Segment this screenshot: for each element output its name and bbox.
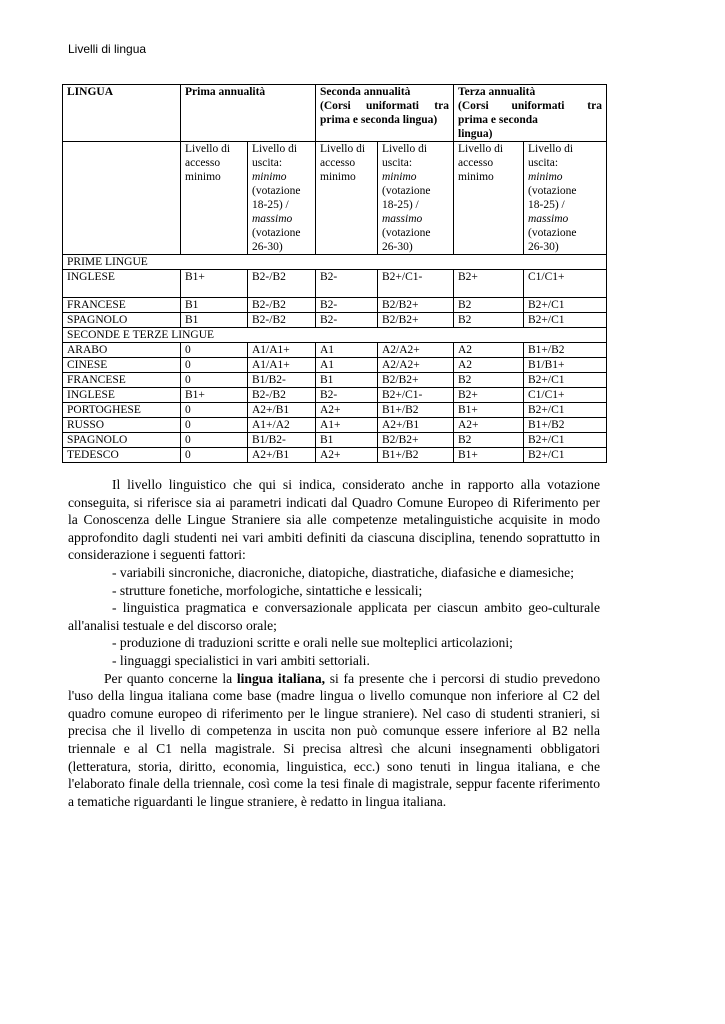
table-row: [63, 418, 607, 433]
table-row: [63, 270, 607, 298]
col-header-terza: [454, 85, 607, 142]
table-row: [63, 403, 607, 418]
language-cell: SPAGNOLO: [63, 433, 181, 448]
language-cell: INGLESE: [63, 270, 181, 298]
language-cell: SPAGNOLO: [63, 313, 181, 328]
level-cell: A2/A2+: [378, 358, 454, 373]
table-row: [63, 358, 607, 373]
level-cell: B2: [454, 298, 524, 313]
level-cell: A1+: [316, 418, 378, 433]
subheader-empty-cell: [63, 142, 181, 255]
language-cell: PORTOGHESE: [63, 403, 181, 418]
level-cell: A2/A2+: [378, 343, 454, 358]
list-item: - variabili sincroniche, diacroniche, diatopiche, diastratiche, diafasiche e diamesiche;: [112, 564, 574, 580]
level-cell: B2-/B2: [248, 313, 316, 328]
col-header-terza-line: lingua): [458, 128, 493, 140]
list-item: - produzione di traduzioni scritte e orali nelle sue molteplici articolazioni;: [112, 635, 513, 651]
level-cell: A2+: [316, 448, 378, 463]
subheader-accesso: [454, 142, 524, 255]
table-header-row: [63, 85, 607, 142]
subheader-text: minimo: [320, 171, 356, 183]
subheader-text: 18-25) /: [528, 199, 565, 211]
level-cell: A1/A1+: [248, 343, 316, 358]
page-header-title: Livelli di lingua: [68, 42, 147, 56]
level-cell: A2+/B1: [248, 403, 316, 418]
col-header-seconda-line: Seconda annualità: [320, 86, 411, 98]
subheader-text: massimo: [252, 213, 293, 225]
subheader-text: (votazione: [252, 227, 301, 239]
level-cell: 0: [181, 343, 248, 358]
level-cell: B1/B1+: [524, 358, 607, 373]
level-cell: B2-: [316, 270, 378, 298]
language-cell: TEDESCO: [63, 448, 181, 463]
level-cell: B1: [181, 313, 248, 328]
table-row: [63, 313, 607, 328]
subheader-text: (votazione: [528, 227, 577, 239]
subheader-text: massimo: [528, 213, 569, 225]
table-row: [63, 373, 607, 388]
level-cell: A1: [316, 358, 378, 373]
level-cell: A1: [316, 343, 378, 358]
level-cell: B1+/B2: [524, 418, 607, 433]
level-cell: B2-: [316, 388, 378, 403]
language-cell: ARABO: [63, 343, 181, 358]
subheader-text: accesso: [185, 157, 221, 169]
list-item: - strutture fonetiche, morfologiche, sintattiche e lessicali;: [112, 582, 423, 598]
level-cell: B1/B2-: [248, 433, 316, 448]
subheader-text: uscita:: [382, 157, 413, 169]
col-header-seconda-line: prima e seconda lingua): [320, 114, 438, 126]
level-cell: A2+: [316, 403, 378, 418]
level-cell: B1: [316, 433, 378, 448]
table-row: [63, 433, 607, 448]
level-cell: B2: [454, 373, 524, 388]
subheader-text: Livello di: [252, 143, 298, 155]
level-cell: B2/B2+: [378, 298, 454, 313]
subheader-uscita: [248, 142, 316, 255]
section-row: [63, 255, 607, 270]
language-cell: RUSSO: [63, 418, 181, 433]
level-cell: B1+: [181, 270, 248, 298]
subheader-text: (votazione: [528, 185, 577, 197]
level-cell: 0: [181, 433, 248, 448]
level-cell: B2+: [454, 388, 524, 403]
paragraph-intro: Il livello linguistico che qui si indica, considerato anche in rapporto alla votazione conseguita, si riferisce sia ai parametri indicati dal Quadro Comune Europeo di Riferimento per la Conoscenza delle Lingue Straniere sia alle competenze metalinguistiche acquisite in modo approfondito dagli studenti nei vari ambiti definiti da ciascuna disciplina, tenendo soprattutto in considerazione i seguenti fattori:: [68, 477, 600, 563]
level-cell: A1+/A2: [248, 418, 316, 433]
level-cell: B1: [181, 298, 248, 313]
subheader-uscita: [378, 142, 454, 255]
subheader-text: Livello di: [458, 143, 504, 155]
level-cell: B1+: [454, 403, 524, 418]
table-row: [63, 298, 607, 313]
level-cell: A2+/B1: [378, 418, 454, 433]
col-header-seconda: [316, 85, 454, 142]
subheader-uscita: [524, 142, 607, 255]
level-cell: B2/B2+: [378, 313, 454, 328]
level-cell: B1+/B2: [524, 343, 607, 358]
level-cell: B2+: [454, 270, 524, 298]
level-cell: 0: [181, 373, 248, 388]
section-title: SECONDE E TERZE LINGUE: [63, 328, 607, 343]
level-cell: B2+/C1-: [378, 270, 454, 298]
subheader-text: 18-25) /: [382, 199, 419, 211]
level-cell: C1/C1+: [524, 388, 607, 403]
level-cell: B1+/B2: [378, 403, 454, 418]
level-cell: 0: [181, 358, 248, 373]
level-cell: B2-: [316, 313, 378, 328]
language-levels-table: [62, 84, 607, 463]
paragraph-italian: [68, 670, 600, 811]
level-cell: B2: [454, 433, 524, 448]
subheader-text: minimo: [528, 171, 563, 183]
section-row: [63, 328, 607, 343]
level-cell: B2+/C1: [524, 373, 607, 388]
subheader-text: 26-30): [252, 241, 283, 253]
col-header-lingua: LINGUA: [63, 85, 181, 142]
table-body: [63, 255, 607, 463]
subheader-text: 18-25) /: [252, 199, 289, 211]
subheader-line: [185, 142, 243, 156]
col-header-terza-line: (Corsi uniformati tra: [458, 100, 602, 112]
subheader-text: Livello di: [528, 143, 574, 155]
level-cell: B1: [316, 373, 378, 388]
section-title: PRIME LINGUE: [63, 255, 607, 270]
paragraph-italian-rest: si fa presente che i percorsi di studio prevedono l'uso della lingua italiana come base (madre lingua o livello comunque non inferiore al C2 del quadro comune europeo di riferimento per le lingue straniere). Nel caso di studenti stranieri, si precisa che il livello di competenza in uscita non può comunque essere inferiore al B2 nella triennale e al C1 nella magistrale. Si precisa altresì che alcuni insegnamenti obbligatori (letteratura, storia, diritto, economia, linguistica, ecc.) sono tenuti in lingua italiana, e che l'elaborato finale della triennale, così come la tesi finale di magistrale, seppur facente riferimento a tematiche riguardanti le lingue straniere, è redatto in lingua italiana.: [68, 670, 601, 809]
col-header-seconda-line: (Corsi uniformati tra: [320, 100, 449, 112]
subheader-text: uscita:: [252, 157, 283, 169]
level-cell: B2-: [316, 298, 378, 313]
subheader-text: accesso: [320, 157, 356, 169]
level-cell: 0: [181, 418, 248, 433]
level-cell: B2/B2+: [378, 373, 454, 388]
level-cell: B1+: [181, 388, 248, 403]
subheader-accesso: [316, 142, 378, 255]
language-cell: FRANCESE: [63, 298, 181, 313]
level-cell: B2+/C1: [524, 433, 607, 448]
col-header-prima: Prima annualità: [181, 85, 316, 142]
level-cell: C1/C1+: [524, 270, 607, 298]
level-cell: B2+/C1: [524, 298, 607, 313]
subheader-text: Livello di: [185, 143, 231, 155]
level-cell: B1+: [454, 448, 524, 463]
col-header-terza-line: prima e seconda: [458, 114, 538, 126]
table-row: [63, 448, 607, 463]
body-text: [68, 476, 600, 810]
paragraph-italian-start: Per quanto concerne la: [104, 670, 237, 686]
list-item: - linguistica pragmatica e conversazionale applicata per ciascun ambito geo-culturale all'analisi testuale e del discorso orale;: [68, 600, 600, 633]
subheader-text: massimo: [382, 213, 423, 225]
level-cell: B2+/C1-: [378, 388, 454, 403]
level-cell: B2-/B2: [248, 388, 316, 403]
subheader-text: accesso: [458, 157, 494, 169]
level-cell: A1/A1+: [248, 358, 316, 373]
list-item: - linguaggi specialistici in vari ambiti settoriali.: [112, 652, 370, 668]
level-cell: B1/B2-: [248, 373, 316, 388]
level-cell: B2+/C1: [524, 403, 607, 418]
level-cell: A2+: [454, 418, 524, 433]
subheader-text: minimo: [185, 171, 221, 183]
subheader-text: minimo: [382, 171, 417, 183]
level-cell: B2+/C1: [524, 448, 607, 463]
subheader-text: (votazione: [382, 227, 431, 239]
language-cell: CINESE: [63, 358, 181, 373]
level-cell: B2+/C1: [524, 313, 607, 328]
subheader-text: 26-30): [382, 241, 413, 253]
level-cell: B2-/B2: [248, 270, 316, 298]
subheader-text: 26-30): [528, 241, 559, 253]
language-cell: INGLESE: [63, 388, 181, 403]
paragraph-italian-bold: lingua italiana,: [236, 670, 326, 686]
level-cell: B2: [454, 313, 524, 328]
subheader-text: uscita:: [528, 157, 559, 169]
subheader-text: minimo: [458, 171, 494, 183]
language-cell: FRANCESE: [63, 373, 181, 388]
table-subheader-row: [63, 142, 607, 255]
col-header-terza-line: Terza annualità: [458, 86, 536, 98]
table-row: [63, 343, 607, 358]
level-cell: 0: [181, 403, 248, 418]
subheader-text: (votazione: [382, 185, 431, 197]
subheader-text: (votazione: [252, 185, 301, 197]
table-row: [63, 388, 607, 403]
level-cell: 0: [181, 448, 248, 463]
subheader-text: Livello di: [320, 143, 366, 155]
level-cell: A2: [454, 358, 524, 373]
level-cell: A2: [454, 343, 524, 358]
level-cell: B1+/B2: [378, 448, 454, 463]
subheader-text: Livello di: [382, 143, 428, 155]
level-cell: B2/B2+: [378, 433, 454, 448]
level-cell: B2-/B2: [248, 298, 316, 313]
subheader-text: minimo: [252, 171, 287, 183]
level-cell: A2+/B1: [248, 448, 316, 463]
subheader-accesso: [181, 142, 248, 255]
